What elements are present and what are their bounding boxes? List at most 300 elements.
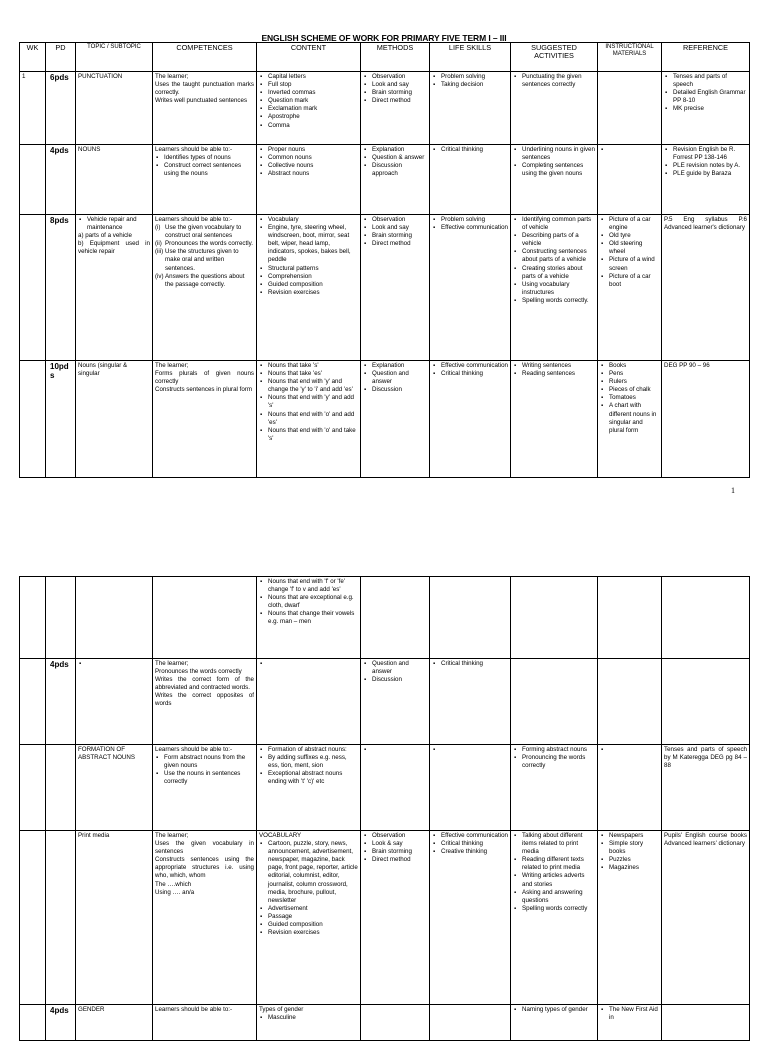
method-item-list xyxy=(363,660,427,684)
reference-item-list xyxy=(664,146,747,178)
method-item: ▪ Direct method xyxy=(372,856,427,864)
competence-item: Uses the taught punctuation marks correctly. xyxy=(155,81,254,97)
life-skill-item-list xyxy=(432,362,508,378)
material-item: ▪ Picture of a car boot xyxy=(609,273,659,289)
week-cell xyxy=(20,145,46,215)
topic-subitem: b) Equipment used in vehicle repair xyxy=(78,240,150,256)
content-item: ▪ Passage xyxy=(268,913,358,921)
content-item-list xyxy=(259,1014,358,1022)
material-item: ▪ Simple story books xyxy=(609,840,659,856)
methods-cell xyxy=(361,215,430,361)
periods-cell: 8pds xyxy=(46,215,76,361)
page-title: ENGLISH SCHEME OF WORK FOR PRIMARY FIVE TERM I – III xyxy=(261,33,507,43)
materials-cell xyxy=(598,745,662,831)
competence-text: Answers the questions about the passage correctly. xyxy=(165,272,245,288)
method-item: ▪ Look and say xyxy=(372,224,427,232)
competence-item: Writes well punctuated sentences xyxy=(155,97,248,105)
content-item: ▪ Formation of abstract nouns: xyxy=(268,746,358,754)
competence-item xyxy=(155,248,254,272)
content-cell xyxy=(257,215,361,361)
content-item: ▪ Nouns that end with 'o' and take 's' xyxy=(268,427,358,443)
materials-cell xyxy=(598,145,662,215)
competences-intro: Learners should be able to:- xyxy=(155,1006,233,1013)
content-cell xyxy=(257,1005,361,1041)
topic-text: Nouns (singular & singular xyxy=(78,362,128,378)
header-pd: PD xyxy=(46,43,76,72)
competence-item: ▪ Use the nouns in sentences correctly xyxy=(164,770,254,786)
periods-cell xyxy=(46,577,76,659)
activity-item-list xyxy=(513,832,595,913)
content-item: ▪ Revision exercises xyxy=(268,289,358,297)
content-item: ▪ Nouns that end with 'o' and add 'es' xyxy=(268,411,358,427)
life-skills-cell xyxy=(430,1005,511,1041)
life-skills-cell xyxy=(430,577,511,659)
activity-item: ▪ Spelling words correctly. xyxy=(522,297,595,305)
competence-text: Use the structures given to make oral and written sentences. xyxy=(165,248,239,272)
topic-cell xyxy=(76,361,153,478)
periods-cell: 10pds xyxy=(46,361,76,478)
methods-cell xyxy=(361,745,430,831)
activity-item: ▪ Spelling words correctly xyxy=(522,905,595,913)
methods-cell xyxy=(361,659,430,745)
content-item: ▪ Revision exercises xyxy=(268,929,358,937)
methods-cell xyxy=(361,831,430,1005)
competences-intro: The learner; xyxy=(155,832,189,839)
life-skills-cell xyxy=(430,361,511,478)
life-skills-cell xyxy=(430,145,511,215)
topic-cell xyxy=(76,659,153,745)
activities-cell xyxy=(511,361,598,478)
content-item: ▪ Nouns that end with 'f' or 'fe' change 'f' to v and add 'es' xyxy=(268,578,358,594)
scheme-row xyxy=(20,659,750,745)
activity-item: ▪ Identifying common parts of vehicle xyxy=(522,216,595,232)
activity-item-list xyxy=(513,746,595,770)
materials-cell xyxy=(598,1005,662,1041)
competences-cell xyxy=(153,215,257,361)
content-cell xyxy=(257,745,361,831)
competence-item: Writes the correct form of the abbreviated and contracted words. xyxy=(155,676,254,692)
materials-cell xyxy=(598,577,662,659)
competences-intro: Learners should be able to:- xyxy=(155,216,233,223)
content-intro: VOCABULARY xyxy=(259,832,302,839)
content-item: ▪ Comprehension xyxy=(268,273,358,281)
header-row xyxy=(20,43,750,72)
content-item-list xyxy=(259,362,358,443)
content-item: ▪ Inverted commas xyxy=(268,89,358,97)
week-cell: 1 xyxy=(20,72,46,145)
life-skills-cell xyxy=(430,72,511,145)
method-item-list xyxy=(363,362,427,394)
reference-item: ▪ PLE revision notes by A. xyxy=(673,162,747,170)
topic-cell xyxy=(76,745,153,831)
topic-text: PUNCTUATION xyxy=(78,73,123,80)
header-activities: SUGGESTED ACTIVITIES xyxy=(511,43,598,72)
activity-item: ▪ Reading sentences xyxy=(522,370,595,378)
topic-cell xyxy=(76,577,153,659)
scheme-row xyxy=(20,145,750,215)
material-item-list xyxy=(600,216,659,289)
methods-cell xyxy=(361,145,430,215)
scheme-row xyxy=(20,361,750,478)
scheme-row xyxy=(20,215,750,361)
content-cell xyxy=(257,577,361,659)
competence-item-list xyxy=(155,754,254,786)
method-item: ▪ Explanation xyxy=(372,146,427,154)
method-item: ▪ Discussion approach xyxy=(372,162,427,178)
materials-cell xyxy=(598,72,662,145)
scheme-table-page-1 xyxy=(19,42,750,478)
content-item: ▪ Vocabulary xyxy=(268,216,358,224)
header-materials: INSTRUCTIONAL MATERIALS xyxy=(598,43,662,72)
life-skill-item: ▪ Problem solving xyxy=(441,216,508,224)
topic-item-list xyxy=(78,216,150,232)
competence-item xyxy=(155,272,254,289)
topic-item: ▪ Vehicle repair and maintenance xyxy=(87,216,150,232)
competence-item: The ….which xyxy=(155,880,192,888)
method-item: ▪ Discussion xyxy=(372,676,427,684)
week-cell xyxy=(20,215,46,361)
material-item-list xyxy=(600,1006,659,1022)
activity-item: ▪ Using vocabulary instructures xyxy=(522,281,595,297)
life-skill-item-list xyxy=(432,146,508,154)
periods-cell: 4pds xyxy=(46,659,76,745)
method-item: ▪ Brain storming xyxy=(372,232,427,240)
competence-item: Writes the correct opposites of words xyxy=(155,692,254,708)
topic-text: GENDER xyxy=(78,1006,105,1013)
scheme-row xyxy=(20,831,750,1005)
method-item: ▪ Question and answer xyxy=(372,660,427,676)
activity-item-list xyxy=(513,73,595,89)
content-item: ▪ Apostrophe xyxy=(268,113,358,121)
topic-text: FORMATION OF ABSTRACT NOUNS xyxy=(78,746,135,762)
life-skills-cell xyxy=(430,215,511,361)
content-item: ▪ Advertisement xyxy=(268,905,358,913)
life-skill-item: ▪ Creative thinking xyxy=(441,848,508,856)
competences-intro: Learners should be able to:- xyxy=(155,146,233,153)
method-item: ▪ Question & answer xyxy=(372,154,427,162)
competences-cell xyxy=(153,659,257,745)
methods-cell xyxy=(361,361,430,478)
activity-item: ▪ Writing sentences xyxy=(522,362,595,370)
material-item: ▪ Pens xyxy=(609,370,659,378)
competence-item: Forms plurals of given nouns correctly xyxy=(155,370,254,386)
content-cell xyxy=(257,72,361,145)
content-item: ▪ Proper nouns xyxy=(268,146,358,154)
reference-cell xyxy=(662,145,750,215)
method-item: ▪ Explanation xyxy=(372,362,427,370)
life-skills-cell xyxy=(430,831,511,1005)
activity-item: ▪ Underlining nouns in given sentences xyxy=(522,146,595,162)
reference-cell xyxy=(662,577,750,659)
competence-marker: (iv) xyxy=(155,272,164,280)
content-item: ▪ Exceptional abstract nouns ending with 't' 'c)' etc xyxy=(268,770,358,786)
content-item: ▪ Full stop xyxy=(268,81,358,89)
competences-intro: Learners should be able to:- xyxy=(155,746,233,753)
life-skill-item-list xyxy=(432,73,508,89)
reference-text: Pupils' English course books Advanced learners' dictionary xyxy=(664,832,747,848)
life-skill-item-list xyxy=(432,660,508,668)
topic-cell xyxy=(76,831,153,1005)
method-item: ▪ Observation xyxy=(372,73,427,81)
content-item: ▪ Collective nouns xyxy=(268,162,358,170)
activities-cell xyxy=(511,72,598,145)
reference-item-list xyxy=(664,73,747,113)
method-item: ▪ Look and say xyxy=(372,81,427,89)
method-item: ▪ Discussion xyxy=(372,386,427,394)
material-item: ▪ A chart with different nouns in singular and plural form xyxy=(609,402,659,434)
competence-text: Use the given vocabulary to construct oral sentences xyxy=(165,224,242,240)
content-item: ▪ Guided composition xyxy=(268,281,358,289)
week-cell xyxy=(20,831,46,1005)
competences-cell xyxy=(153,577,257,659)
material-item: ▪ Pieces of chalk xyxy=(609,386,659,394)
content-item: ▪ Capital letters xyxy=(268,73,358,81)
content-item: ▪ Structural patterns xyxy=(268,265,358,273)
life-skills-cell xyxy=(430,745,511,831)
reference-cell xyxy=(662,1005,750,1041)
life-skill-item: ▪ Critical thinking xyxy=(441,840,508,848)
content-cell xyxy=(257,831,361,1005)
week-cell xyxy=(20,1005,46,1041)
scheme-row xyxy=(20,72,750,145)
periods-cell: 6pds xyxy=(46,72,76,145)
content-item: ▪ Question mark xyxy=(268,97,358,105)
reference-text: P.5 Eng syllabus P.6 Advanced learner's dictionary xyxy=(664,216,747,232)
week-cell xyxy=(20,361,46,478)
topic-text: NOUNS xyxy=(78,146,101,153)
competence-item: Constructs sentences in plural form xyxy=(155,386,252,394)
content-item: ▪ Engine, tyre, steering wheel, windscreen, boot, mirror, seat belt, wiper, head lamp, indicators, spokes, bakes bell, peddle xyxy=(268,224,358,264)
topic-cell xyxy=(76,215,153,361)
materials-cell xyxy=(598,831,662,1005)
activity-item: ▪ Forming abstract nouns xyxy=(522,746,595,754)
reference-cell xyxy=(662,831,750,1005)
method-item-list xyxy=(363,73,427,105)
content-intro: Types of gender xyxy=(259,1006,304,1013)
materials-cell xyxy=(598,659,662,745)
content-item: ▪ Nouns that take 'es' xyxy=(268,370,358,378)
reference-item: ▪ Detailed English Grammar PP 8-10 xyxy=(673,89,747,105)
content-cell xyxy=(257,659,361,745)
method-item: ▪ Direct method xyxy=(372,97,427,105)
competences-intro: The learner; xyxy=(155,362,189,369)
material-item: ▪ Old tyre xyxy=(609,232,659,240)
material-item: ▪ Magazines xyxy=(609,864,659,872)
activity-item-list xyxy=(513,362,595,378)
material-item: ▪ Puzzles xyxy=(609,856,659,864)
topic-cell xyxy=(76,1005,153,1041)
reference-item: ▪ Tenses and parts of speech xyxy=(673,73,747,89)
reference-item: ▪ PLE guide by Baraza xyxy=(673,170,747,178)
material-item: ▪ The New First Aid in xyxy=(609,1006,659,1022)
life-skill-item-list xyxy=(432,216,508,232)
life-skill-item-list xyxy=(432,832,508,856)
activity-item: ▪ Asking and answering questions xyxy=(522,889,595,905)
competence-item: Using …. an/a xyxy=(155,888,195,896)
topic-cell xyxy=(76,145,153,215)
activity-item: ▪ Pronouncing the words correctly xyxy=(522,754,595,770)
content-item-list xyxy=(259,840,358,937)
activities-cell xyxy=(511,1005,598,1041)
reference-text: Tenses and parts of speech by M Kateregga DEG pg 84 – 88 xyxy=(664,746,747,770)
reference-cell xyxy=(662,215,750,361)
life-skill-item: ▪ Critical thinking xyxy=(441,370,508,378)
reference-item: ▪ Revision English be R. Forrest PP 138-146 xyxy=(673,146,747,162)
content-item: ▪ Guided composition xyxy=(268,921,358,929)
week-cell xyxy=(20,659,46,745)
scheme-table-page-2 xyxy=(19,576,750,1041)
content-item: ▪ Nouns that take 's' xyxy=(268,362,358,370)
method-item: ▪ Look & say xyxy=(372,840,427,848)
method-item-list xyxy=(363,216,427,248)
activity-item-list xyxy=(513,146,595,178)
method-item: ▪ Observation xyxy=(372,832,427,840)
content-item: ▪ Nouns that end with 'y' and change the 'y' to 'i' and add 'es' xyxy=(268,378,358,394)
competences-intro: The learner; xyxy=(155,73,189,80)
activities-cell xyxy=(511,215,598,361)
competence-item xyxy=(155,224,254,240)
header-topic: TOPIC / SUBTOPIC xyxy=(76,43,153,72)
header-methods: METHODS xyxy=(361,43,430,72)
method-item: ▪ Brain storming xyxy=(372,89,427,97)
header-wk: WK xyxy=(20,43,46,72)
competence-marker: (iii) xyxy=(155,248,164,256)
header-competences: COMPETENCES xyxy=(153,43,257,72)
activity-item: ▪ Constructing sentences about parts of a vehicle xyxy=(522,248,595,264)
activity-item: ▪ Punctuating the given sentences correctly xyxy=(522,73,595,89)
content-item: ▪ Comma xyxy=(268,122,358,130)
scheme-row xyxy=(20,1005,750,1041)
topic-cell xyxy=(76,72,153,145)
method-item-list xyxy=(363,832,427,864)
topic-text: Print media xyxy=(78,832,110,839)
content-item-list xyxy=(259,746,358,786)
content-item: ▪ Nouns that end with 'y' and add 's' xyxy=(268,394,358,410)
competence-list xyxy=(155,224,254,289)
life-skills-cell xyxy=(430,659,511,745)
method-item: ▪ Question and answer xyxy=(372,370,427,386)
competences-cell xyxy=(153,831,257,1005)
material-item: ▪ Picture of a car engine xyxy=(609,216,659,232)
periods-cell: 4pds xyxy=(46,1005,76,1041)
method-item: ▪ Direct method xyxy=(372,240,427,248)
materials-cell xyxy=(598,215,662,361)
competence-item xyxy=(155,240,254,248)
method-item: ▪ Observation xyxy=(372,216,427,224)
week-cell xyxy=(20,745,46,831)
content-item: ▪ By adding suffixes e.g. ness, ess, tion, ment, sion xyxy=(268,754,358,770)
method-item-list xyxy=(363,146,427,178)
material-item: ▪ Rulers xyxy=(609,378,659,386)
topic-subitem: a) parts of a vehicle xyxy=(78,232,132,240)
activity-item-list xyxy=(513,216,595,305)
life-skill-item: ▪ Effective communication xyxy=(441,832,508,840)
content-item-list xyxy=(259,146,358,178)
reference-text: DEG PP 90 – 96 xyxy=(664,362,710,369)
activities-cell xyxy=(511,145,598,215)
material-item: ▪ Books xyxy=(609,362,659,370)
competences-cell xyxy=(153,745,257,831)
content-item: ▪ Nouns that change their vowels e.g. man – men xyxy=(268,610,358,626)
material-item-list xyxy=(600,362,659,435)
header-content: CONTENT xyxy=(257,43,361,72)
methods-cell xyxy=(361,1005,430,1041)
material-item: ▪ Picture of a wind screen xyxy=(609,256,659,272)
materials-cell xyxy=(598,361,662,478)
header-reference: REFERENCE xyxy=(662,43,750,72)
content-item-list xyxy=(259,73,358,130)
life-skill-item: ▪ Effective communication xyxy=(441,362,508,370)
scheme-row xyxy=(20,745,750,831)
activity-item: ▪ Writing articles adverts and stories xyxy=(522,872,595,888)
life-skill-item: ▪ Critical thinking xyxy=(441,660,508,668)
activities-cell xyxy=(511,659,598,745)
content-item: ▪ Masculine xyxy=(268,1014,358,1022)
methods-cell xyxy=(361,577,430,659)
scheme-row xyxy=(20,577,750,659)
activity-item: ▪ Describing parts of a vehicle xyxy=(522,232,595,248)
life-skill-item: ▪ Critical thinking xyxy=(441,146,508,154)
periods-cell xyxy=(46,831,76,1005)
material-item-list xyxy=(600,832,659,872)
reference-item: ▪ MK precise xyxy=(673,105,747,113)
competence-item: ▪ Form abstract nouns from the given nouns xyxy=(164,754,254,770)
content-item: ▪ Abstract nouns xyxy=(268,170,358,178)
activities-cell xyxy=(511,831,598,1005)
week-cell xyxy=(20,577,46,659)
header-life-skills: LIFE SKILLS xyxy=(430,43,511,72)
competences-cell xyxy=(153,1005,257,1041)
reference-cell xyxy=(662,361,750,478)
content-item: ▪ Nouns that are exceptional e.g. cloth, dwarf xyxy=(268,594,358,610)
activity-item: ▪ Creating stories about parts of a vehicle xyxy=(522,265,595,281)
competence-marker: (ii) xyxy=(155,240,162,248)
material-item: ▪ Old steering wheel xyxy=(609,240,659,256)
competence-item: ▪ Construct correct sentences using the nouns xyxy=(164,162,254,178)
competence-item: Constructs sentences using the appropriate structures i.e. using who, which, whom xyxy=(155,856,254,880)
periods-cell xyxy=(46,745,76,831)
reference-cell xyxy=(662,659,750,745)
competence-item: Pronounces the words correctly xyxy=(155,668,242,676)
life-skill-item: ▪ Problem solving xyxy=(441,73,508,81)
competences-intro: The learner; xyxy=(155,660,189,667)
content-item-list xyxy=(259,216,358,297)
life-skill-item: ▪ Effective communication xyxy=(441,224,508,232)
content-item: ▪ Cartoon, puzzle, story, news, announcement, advertisement, newspaper, magazine, back page, front page, reporter, article editorial, columnist, editor, journalist, column crossword, media, brochure, pullout, newsletter xyxy=(268,840,358,905)
activity-item: ▪ Completing sentences using the given nouns xyxy=(522,162,595,178)
activities-cell xyxy=(511,577,598,659)
content-item: ▪ Exclamation mark xyxy=(268,105,358,113)
material-item: ▪ Tomatoes xyxy=(609,394,659,402)
activity-item: ▪ Talking about different items related to print media xyxy=(522,832,595,856)
reference-cell xyxy=(662,72,750,145)
reference-cell xyxy=(662,745,750,831)
life-skill-item: ▪ Taking decision xyxy=(441,81,508,89)
activity-item-list xyxy=(513,1006,595,1014)
methods-cell xyxy=(361,72,430,145)
periods-cell: 4pds xyxy=(46,145,76,215)
method-item: ▪ Brain storming xyxy=(372,848,427,856)
content-cell xyxy=(257,145,361,215)
activity-item: ▪ Reading different texts related to print media xyxy=(522,856,595,872)
competence-marker: (i) xyxy=(155,224,161,232)
competences-cell xyxy=(153,72,257,145)
activities-cell xyxy=(511,745,598,831)
competence-item-list xyxy=(155,154,254,178)
content-item: ▪ Common nouns xyxy=(268,154,358,162)
competences-cell xyxy=(153,145,257,215)
content-item-list xyxy=(259,578,358,627)
